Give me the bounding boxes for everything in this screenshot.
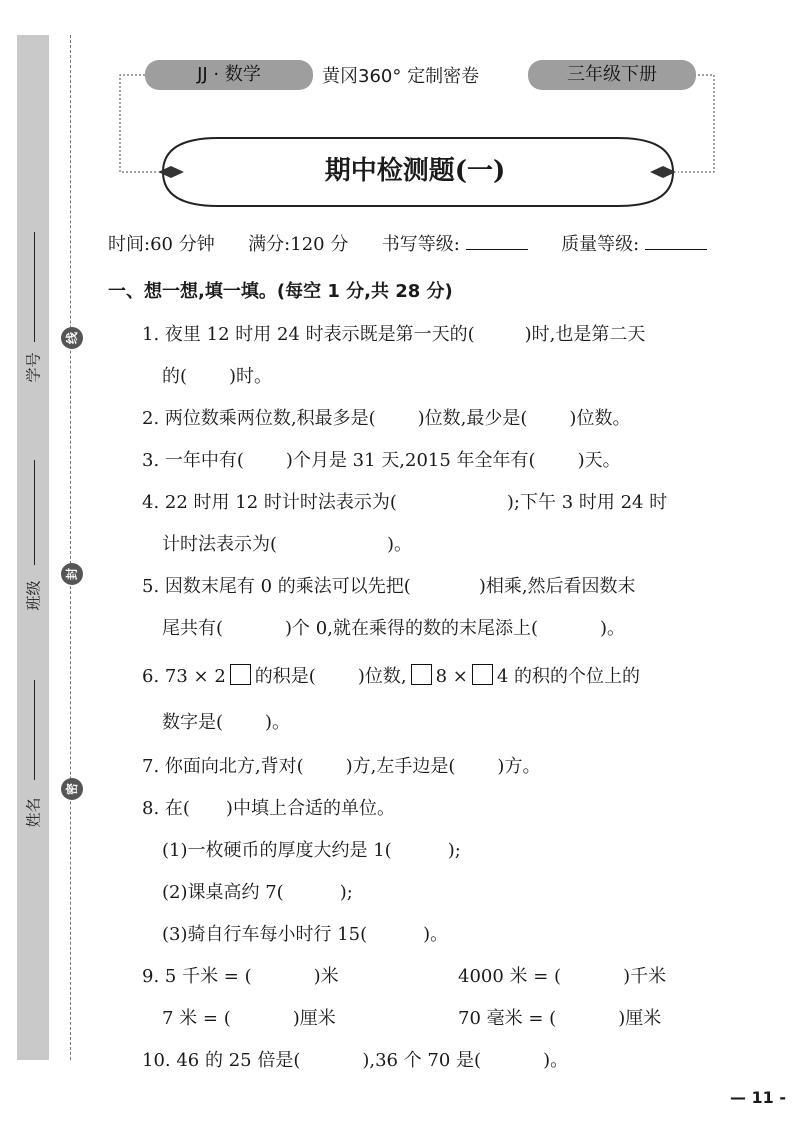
quality-grade-label: 质量等级: <box>561 234 640 255</box>
question-8-2: (2)课桌高约 7( ); <box>162 882 353 903</box>
section-heading: 一、想一想,填一填。(每空 1 分,共 28 分) <box>108 281 453 302</box>
digit-box[interactable] <box>230 664 251 685</box>
class-rule <box>34 460 35 565</box>
question-9-a: 9. 5 千米 = ( )米 <box>142 966 339 987</box>
name-rule <box>34 680 35 780</box>
student-id-label: 学号 <box>24 352 43 383</box>
question-9-d: 70 毫米 = ( )厘米 <box>458 1008 662 1029</box>
title-frame <box>118 70 718 210</box>
seal-line-mark: 线 <box>61 327 83 349</box>
digit-box[interactable] <box>472 664 493 685</box>
question-8-3: (3)骑自行车每小时行 15( )。 <box>162 924 449 945</box>
exam-info <box>108 230 707 256</box>
question-8-1: (1)一枚硬币的厚度大约是 1( ); <box>162 840 461 861</box>
question-4-line-2: 计时法表示为( )。 <box>162 534 413 555</box>
writing-grade-blank[interactable] <box>466 249 528 250</box>
question-7: 7. 你面向北方,背对( )方,左手边是( )方。 <box>142 756 541 777</box>
seal-secret-mark: 密 <box>61 778 83 800</box>
student-id-field <box>22 232 48 382</box>
question-5-line-1: 5. 因数末尾有 0 的乘法可以先把( )相乘,然后看因数末 <box>142 576 636 597</box>
full-score-info: 满分:120 分 <box>248 234 349 255</box>
question-6-line-1: 6. 73 × 2 的积是( )位数, 8 × 4 的积的个位上的 <box>142 666 641 687</box>
name-label: 姓名 <box>24 797 43 828</box>
question-1-line-1: 1. 夜里 12 时用 24 时表示既是第一天的( )时,也是第二天 <box>142 324 646 345</box>
page-number: — 11 - <box>729 1088 786 1107</box>
class-field <box>22 460 48 620</box>
question-10: 10. 46 的 25 倍是( ),36 个 70 是( )。 <box>142 1050 569 1071</box>
page-title: 期中检测题(一) <box>324 156 506 186</box>
question-5-line-2: 尾共有( )个 0,就在乘得的数的末尾添上( )。 <box>162 618 626 639</box>
digit-box[interactable] <box>411 664 432 685</box>
question-1-line-2: 的( )时。 <box>162 366 273 387</box>
student-id-rule <box>34 232 35 342</box>
grade-badge: 三年级下册 <box>528 60 696 90</box>
question-9-b: 4000 米 = ( )千米 <box>458 966 667 987</box>
time-info: 时间:60 分钟 <box>108 234 215 255</box>
class-label: 班级 <box>24 580 43 611</box>
question-2: 2. 两位数乘两位数,积最多是( )位数,最少是( )位数。 <box>142 408 631 429</box>
seal-seal-mark: 封 <box>61 563 83 585</box>
question-6-line-2: 数字是( )。 <box>162 712 291 733</box>
series-title: 黄冈360° 定制密卷 <box>322 66 480 87</box>
name-field <box>22 680 48 840</box>
question-3: 3. 一年中有( )个月是 31 天,2015 年全年有( )天。 <box>142 450 621 471</box>
subject-badge: JJ · 数学 <box>145 60 313 90</box>
question-8: 8. 在( )中填上合适的单位。 <box>142 798 395 819</box>
quality-grade-blank[interactable] <box>645 249 707 250</box>
question-4-line-1: 4. 22 时用 12 时计时法表示为( );下午 3 时用 24 时 <box>142 492 668 513</box>
cut-line <box>70 35 71 1060</box>
writing-grade-label: 书写等级: <box>381 234 460 255</box>
question-9-c: 7 米 = ( )厘米 <box>162 1008 336 1029</box>
